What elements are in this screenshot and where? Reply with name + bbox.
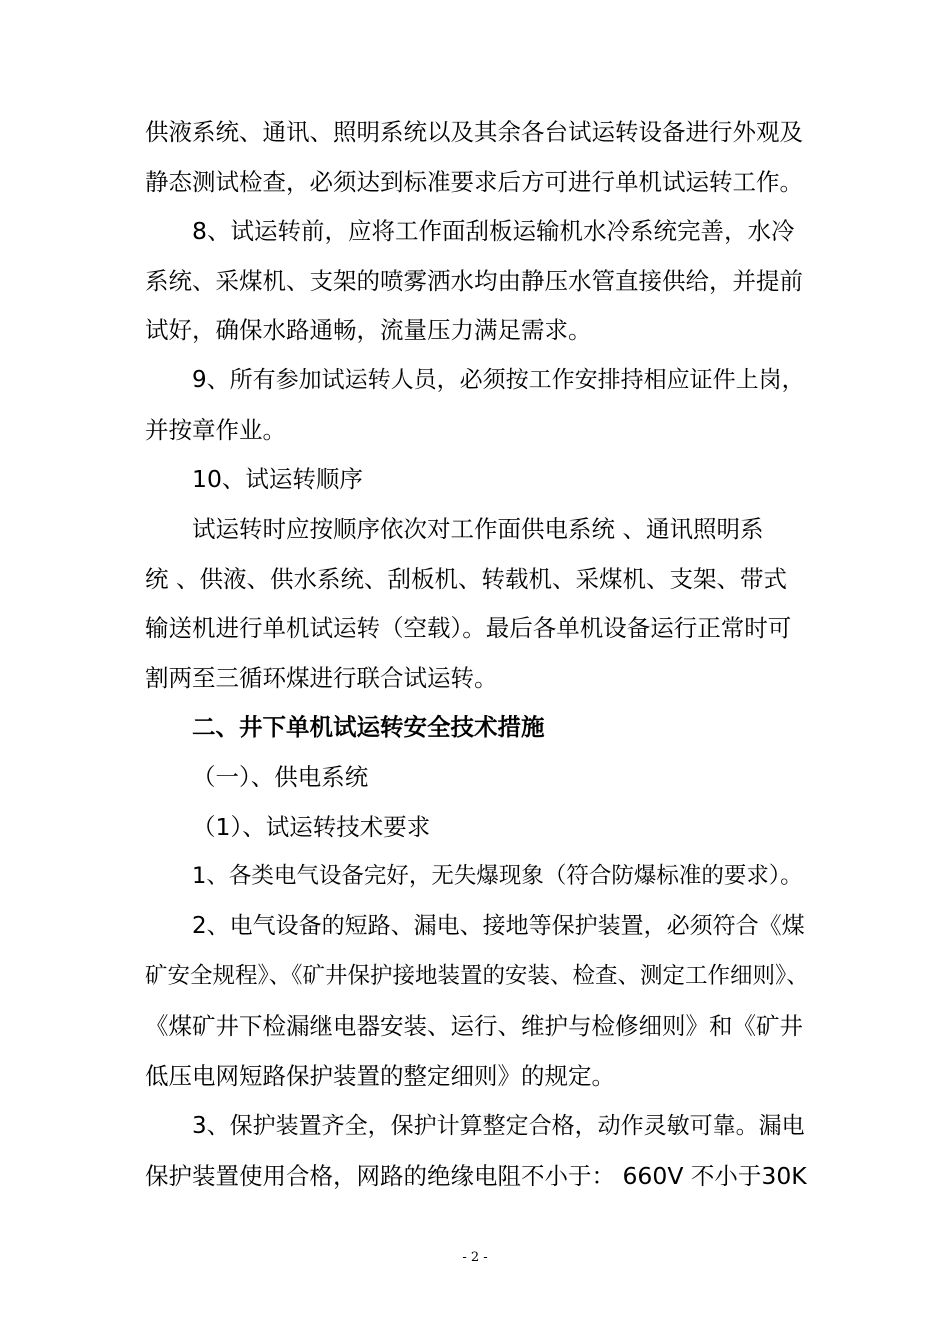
body-line: 试好，确保水路通畅，流量压力满足需求。 (145, 316, 592, 344)
body-line: 9、所有参加试运转人员，必须按工作安排持相应证件上岗， (192, 367, 805, 393)
body-line: 统 、供液、供水系统、刮板机、转载机、采煤机、支架、带式 (145, 565, 787, 593)
body-line: 试运转时应按顺序依次对工作面供电系统 、通讯照明系 (192, 515, 764, 543)
body-line: 2、电气设备的短路、漏电、接地等保护装置，必须符合《煤 (192, 913, 805, 939)
body-line: 10、试运转顺序 (192, 465, 363, 493)
body-line: 低压电网短路保护装置的整定细则》的规定。 (145, 1062, 615, 1090)
body-line: 矿安全规程》、《矿井保护接地装置的安装、检查、测定工作细则》、 (145, 963, 809, 989)
body-line: 割两至三循环煤进行联合试运转。 (145, 664, 498, 692)
body-line: 3、保护装置齐全，保护计算整定合格，动作灵敏可靠。漏电 (192, 1113, 805, 1139)
body-line: 8、试运转前，应将工作面刮板运输机水冷系统完善，水冷 (192, 217, 795, 245)
page-number: - 2 - (462, 1250, 488, 1265)
body-line: 并按章作业。 (145, 416, 286, 444)
body-line: 1、各类电气设备完好，无失爆现象（符合防爆标准的要求）。 (192, 863, 803, 889)
section-heading: 二、井下单机试运转安全技术措施 (192, 713, 545, 741)
subsection-heading: （一）、供电系统 (192, 763, 369, 791)
body-line: 输送机进行单机试运转（空载）。最后各单机设备运行正常时可 (145, 614, 792, 642)
subsection-heading: （1）、试运转技术要求 (192, 813, 431, 841)
body-line: 供液系统、通讯、照明系统以及其余各台试运转设备进行外观及 (145, 118, 803, 146)
body-line: 系统、采煤机、支架的喷雾洒水均由静压水管直接供给，并提前 (145, 267, 803, 295)
body-line: 静态测试检查，必须达到标准要求后方可进行单机试运转工作。 (145, 168, 803, 196)
body-line: 《煤矿井下检漏继电器安装、运行、维护与检修细则》和《矿井 (145, 1012, 803, 1040)
body-line: 保护装置使用合格，网路的绝缘电阻不小于： 660V 不小于30K (145, 1162, 807, 1190)
